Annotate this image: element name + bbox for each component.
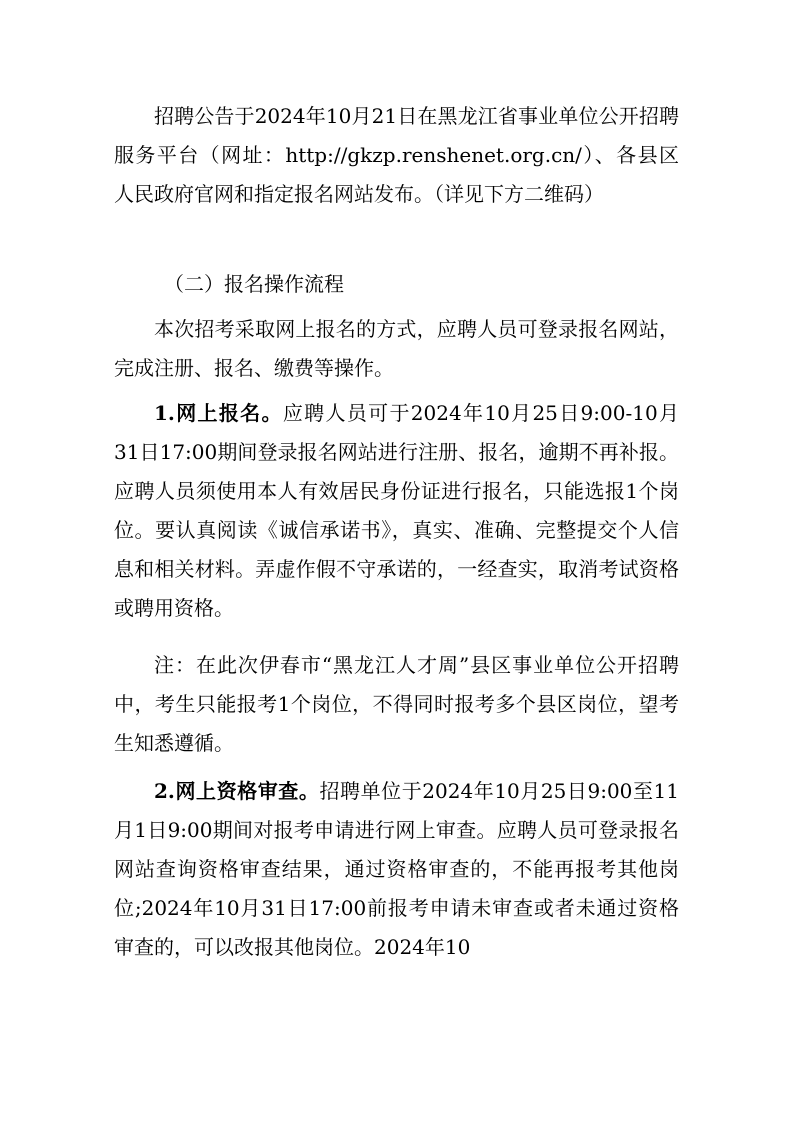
item-title-online-registration: 1.网上报名。	[154, 401, 283, 425]
paragraph-note: 注：在此次伊春市“黑龙江人才周”县区事业单位公开招聘中，考生只能报考1个岗位，不得同时报考多个县区岗位，望考生知悉遵循。	[114, 653, 679, 755]
item-title-qualification-review: 2.网上资格审查。	[154, 779, 320, 803]
paragraph-registration-method: 本次招考采取网上报名的方式，应聘人员可登录报名网站，完成注册、报名、缴费等操作。	[114, 317, 679, 380]
paragraph-announcement: 招聘公告于2024年10月21日在黑龙江省事业单位公开招聘服务平台（网址：http://gkzp.renshenet.org.cn/）、各县区人民政府官网和指定报名网站发布。（详见下方二维码）	[114, 104, 679, 206]
paragraph-qualification-review	[114, 772, 679, 967]
item-text-online-registration: 应聘人员可于2024年10月25日9:00-10月31日17:00期间登录报名网站进行注册、报名，逾期不再补报。应聘人员须使用本人有效居民身份证进行报名，只能选报1个岗位。要认真阅读《诚信承诺书》，真实、准确、完整提交个人信息和相关材料。弄虚作假不守承诺的，一经查实，取消考试资格或聘用资格。	[114, 401, 679, 620]
item-text-qualification-review: 招聘单位于2024年10月25日9:00至11月1日9:00期间对报考申请进行网上审查。应聘人员可登录报名网站查询资格审查结果，通过资格审查的，不能再报考其他岗位;2024年10月31日17:00前报考申请未审查或者未通过资格审查的，可以改报其他岗位。2024年10	[114, 779, 679, 959]
section-heading-registration-process: （二）报名操作流程	[164, 272, 344, 296]
paragraph-online-registration	[114, 394, 679, 628]
